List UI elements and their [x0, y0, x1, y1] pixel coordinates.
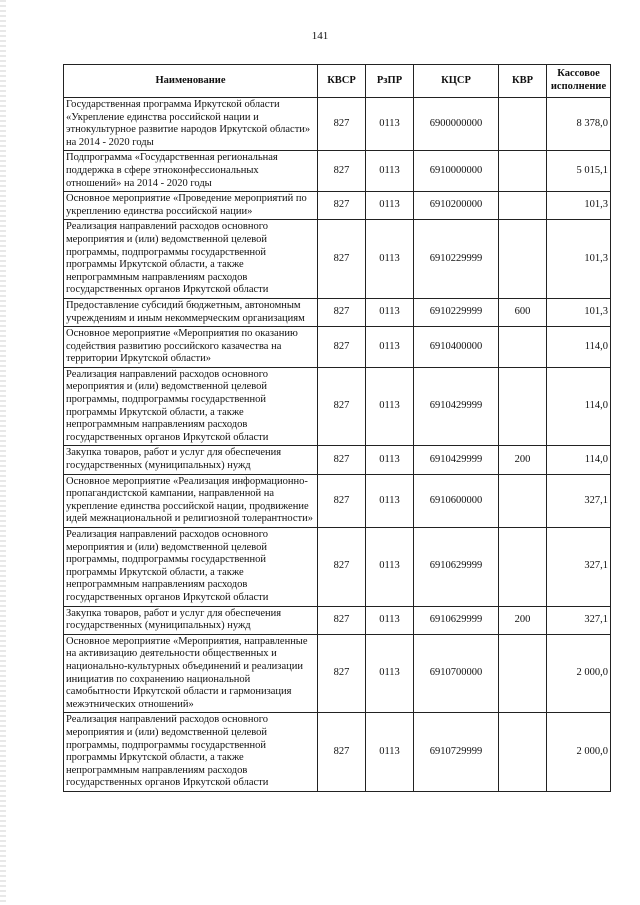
cell-kvsr: 827: [318, 367, 366, 446]
cell-kvr: [499, 474, 547, 527]
table-row: [64, 151, 611, 192]
cell-amount: 327,1: [547, 528, 611, 607]
cell-kcsr: 6900000000: [414, 98, 499, 151]
cell-kvr: 600: [499, 298, 547, 326]
header-kcsr: КЦСР: [414, 65, 499, 98]
cell-rzpr: 0113: [366, 151, 414, 192]
cell-rzpr: 0113: [366, 606, 414, 634]
cell-rzpr: 0113: [366, 327, 414, 368]
cell-amount: 2 000,0: [547, 634, 611, 713]
cell-rzpr: 0113: [366, 98, 414, 151]
cell-kvsr: 827: [318, 220, 366, 299]
cell-kvr: [499, 367, 547, 446]
cell-amount: 101,3: [547, 220, 611, 299]
table-row: [64, 220, 611, 299]
cell-name: Реализация направлений расходов основного мероприятия и (или) ведомственной целевой программы, подпрограммы государственной программы Иркутской области, а также непрограммным направлениям расходов государственных органов Иркутской области: [64, 528, 318, 607]
cell-rzpr: 0113: [366, 634, 414, 713]
table-body: [64, 98, 611, 792]
cell-kvsr: 827: [318, 151, 366, 192]
table-row: [64, 192, 611, 220]
budget-table: [63, 64, 611, 792]
cell-kcsr: 6910229999: [414, 298, 499, 326]
cell-kvr: 200: [499, 446, 547, 474]
header-rzpr: РзПР: [366, 65, 414, 98]
cell-kcsr: 6910729999: [414, 713, 499, 792]
cell-name: Реализация направлений расходов основного мероприятия и (или) ведомственной целевой программы, подпрограммы государственной программы Иркутской области, а также непрограммным направлениям расходов государственных органов Иркутской области: [64, 367, 318, 446]
table-row: [64, 528, 611, 607]
cell-kvr: [499, 151, 547, 192]
cell-kvsr: 827: [318, 634, 366, 713]
cell-kcsr: 6910629999: [414, 528, 499, 607]
cell-name: Закупка товаров, работ и услуг для обеспечения государственных (муниципальных) нужд: [64, 446, 318, 474]
page-number: 141: [311, 30, 329, 42]
cell-kcsr: 6910000000: [414, 151, 499, 192]
cell-kvr: [499, 220, 547, 299]
cell-name: Основное мероприятие «Проведение мероприятий по укреплению единства российской нации»: [64, 192, 318, 220]
table-row: [64, 327, 611, 368]
cell-rzpr: 0113: [366, 713, 414, 792]
table-row: [64, 367, 611, 446]
cell-kvsr: 827: [318, 298, 366, 326]
cell-amount: 101,3: [547, 192, 611, 220]
cell-kcsr: 6910700000: [414, 634, 499, 713]
cell-kvsr: 827: [318, 606, 366, 634]
cell-rzpr: 0113: [366, 474, 414, 527]
table-row: [64, 606, 611, 634]
header-kvr: КВР: [499, 65, 547, 98]
cell-rzpr: 0113: [366, 220, 414, 299]
cell-amount: 5 015,1: [547, 151, 611, 192]
cell-kvr: 200: [499, 606, 547, 634]
cell-kcsr: 6910429999: [414, 367, 499, 446]
cell-amount: 114,0: [547, 327, 611, 368]
cell-kcsr: 6910400000: [414, 327, 499, 368]
cell-name: Закупка товаров, работ и услуг для обеспечения государственных (муниципальных) нужд: [64, 606, 318, 634]
table-row: [64, 474, 611, 527]
cell-rzpr: 0113: [366, 528, 414, 607]
cell-name: Основное мероприятие «Мероприятия, направленные на активизацию деятельности общественных и национально-культурных объединений и реализации инициатив по сохранению национальной самобытности Иркутской области и гармонизация межэтнических отношений»: [64, 634, 318, 713]
cell-name: Предоставление субсидий бюджетным, автономным учреждениям и иным некоммерческим организациям: [64, 298, 318, 326]
scan-edge: [0, 0, 6, 905]
cell-amount: 114,0: [547, 446, 611, 474]
cell-name: Подпрограмма «Государственная региональная поддержка в сфере этноконфессиональных отношений» на 2014 - 2020 годы: [64, 151, 318, 192]
header-name: Наименование: [64, 65, 318, 98]
table-row: [64, 713, 611, 792]
cell-amount: 2 000,0: [547, 713, 611, 792]
table-row: [64, 634, 611, 713]
cell-kcsr: 6910629999: [414, 606, 499, 634]
cell-amount: 114,0: [547, 367, 611, 446]
cell-amount: 327,1: [547, 474, 611, 527]
cell-kvr: [499, 98, 547, 151]
table-row: [64, 98, 611, 151]
cell-amount: 327,1: [547, 606, 611, 634]
cell-name: Основное мероприятие «Мероприятия по оказанию содействия развитию российского казачества на территории Иркутской области»: [64, 327, 318, 368]
cell-kcsr: 6910229999: [414, 220, 499, 299]
cell-rzpr: 0113: [366, 192, 414, 220]
cell-kvsr: 827: [318, 474, 366, 527]
table-header-row: [64, 65, 611, 98]
cell-kvsr: 827: [318, 327, 366, 368]
cell-rzpr: 0113: [366, 367, 414, 446]
cell-kcsr: 6910200000: [414, 192, 499, 220]
cell-kvr: [499, 528, 547, 607]
cell-name: Государственная программа Иркутской области «Укрепление единства российской нации и этнокультурное развитие народов Иркутской области» на 2014 - 2020 годы: [64, 98, 318, 151]
cell-kvr: [499, 634, 547, 713]
cell-kvsr: 827: [318, 713, 366, 792]
cell-kvsr: 827: [318, 528, 366, 607]
cell-kvr: [499, 192, 547, 220]
cell-kvsr: 827: [318, 98, 366, 151]
cell-name: Реализация направлений расходов основного мероприятия и (или) ведомственной целевой программы, подпрограммы государственной программы Иркутской области, а также непрограммным направлениям расходов государственных органов Иркутской области: [64, 713, 318, 792]
table-row: [64, 446, 611, 474]
cell-rzpr: 0113: [366, 446, 414, 474]
cell-kvr: [499, 327, 547, 368]
cell-kvsr: 827: [318, 192, 366, 220]
header-amount: Кассовое исполнение: [547, 65, 611, 98]
cell-kvsr: 827: [318, 446, 366, 474]
cell-kcsr: 6910429999: [414, 446, 499, 474]
cell-amount: 8 378,0: [547, 98, 611, 151]
cell-rzpr: 0113: [366, 298, 414, 326]
cell-name: Реализация направлений расходов основного мероприятия и (или) ведомственной целевой программы, подпрограммы государственной программы Иркутской области, а также непрограммным направлениям расходов государственных органов Иркутской области: [64, 220, 318, 299]
table-row: [64, 298, 611, 326]
cell-kcsr: 6910600000: [414, 474, 499, 527]
cell-kvr: [499, 713, 547, 792]
header-kvsr: КВСР: [318, 65, 366, 98]
cell-name: Основное мероприятие «Реализация информационно-пропагандистской кампании, направленной на укрепление единства российской нации, продвижение идей межнациональной и религиозной толерантности»: [64, 474, 318, 527]
cell-amount: 101,3: [547, 298, 611, 326]
